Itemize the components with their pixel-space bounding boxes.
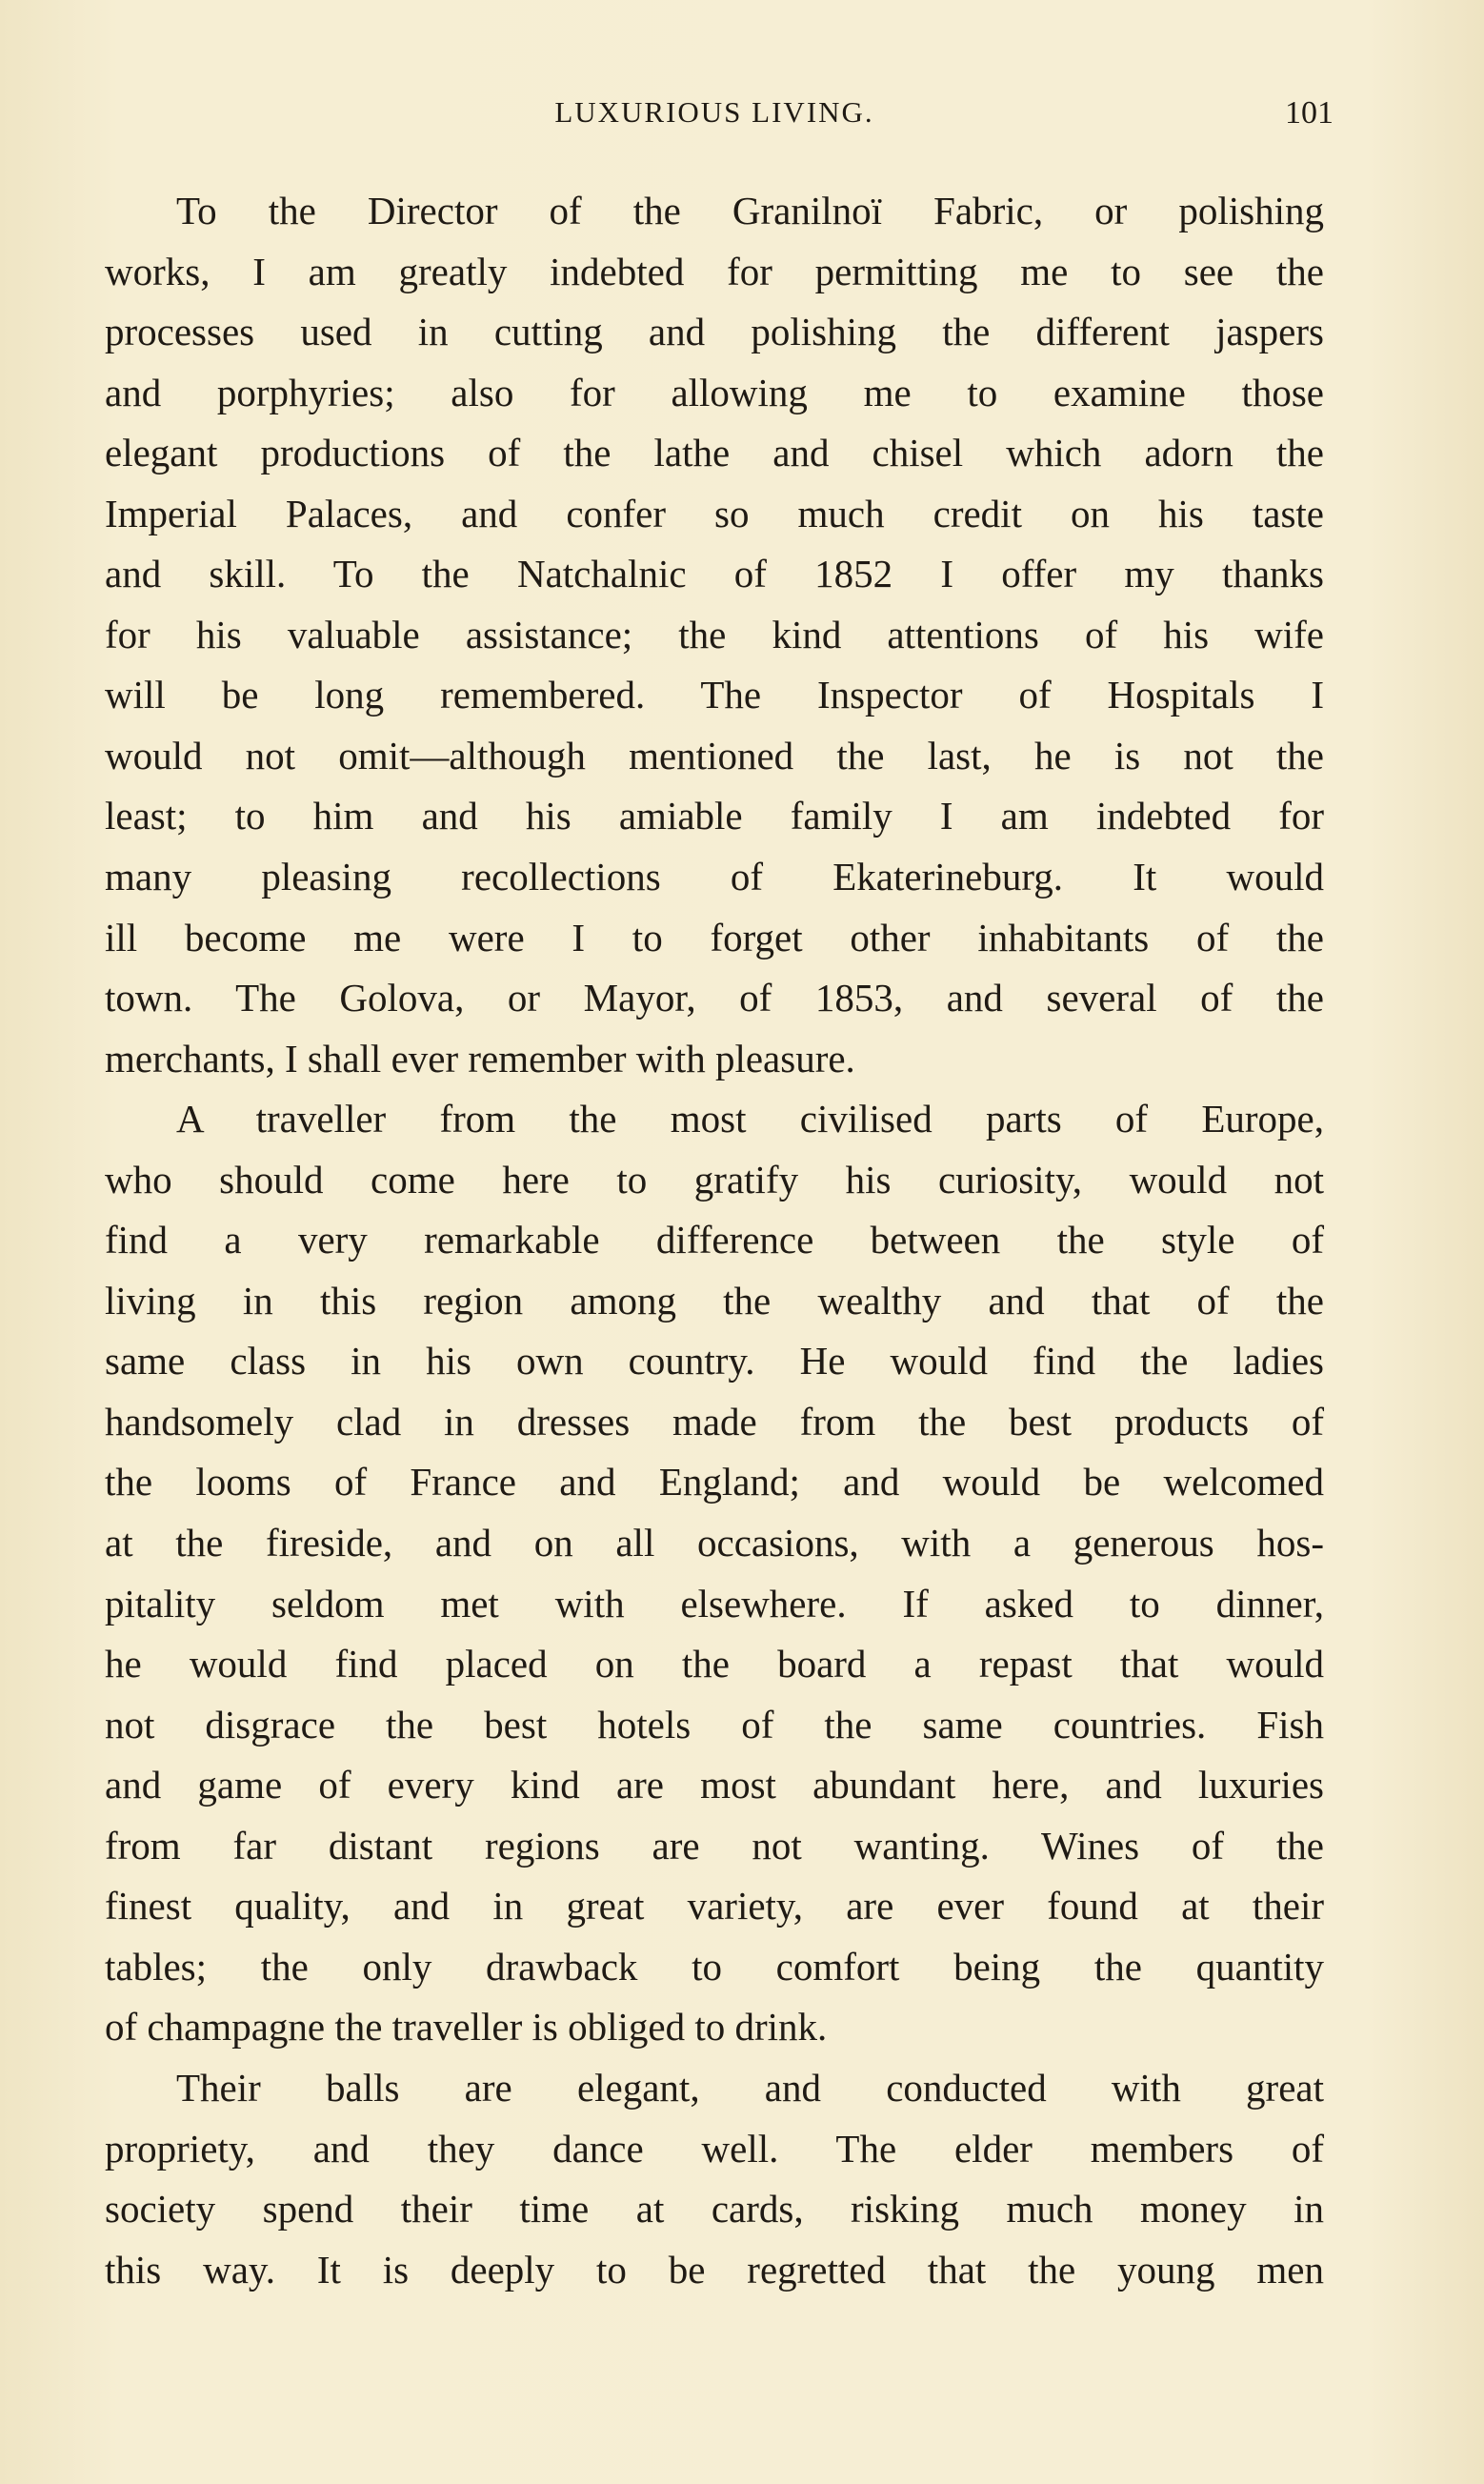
text-line: town. The Golova, or Mayor, of 1853, and several of the <box>105 976 1324 1020</box>
text-line: would not omit—although mentioned the last, he is not the <box>105 733 1324 778</box>
text-line: many pleasing recollections of Ekaterineburg. It would <box>105 855 1324 899</box>
text-line: from far distant regions are not wanting. Wines of the <box>105 1823 1324 1868</box>
text-line: society spend their time at cards, risking much money in <box>105 2187 1324 2232</box>
text-line: the looms of France and England; and would be welcomed <box>105 1460 1324 1505</box>
text-line: living in this region among the wealthy and that of the <box>105 1278 1324 1323</box>
running-head <box>105 95 1334 143</box>
text-line: A traveller from the most civilised parts of Europe, <box>176 1097 1324 1141</box>
text-line: Their balls are elegant, and conducted with great <box>176 2065 1324 2110</box>
text-line: for his valuable assistance; the kind attentions of his wife <box>105 612 1324 656</box>
text-line: processes used in cutting and polishing the different jaspers <box>105 310 1324 354</box>
text-line: of champagne the traveller is obliged to drink. <box>105 2005 828 2050</box>
page-number: 101 <box>1285 95 1334 131</box>
text-line: and porphyries; also for allowing me to examine those <box>105 370 1324 414</box>
text-line: propriety, and they dance well. The elder members of <box>105 2126 1324 2171</box>
text-line: works, I am greatly indebted for permitting me to see the <box>105 249 1324 293</box>
text-line: finest quality, and in great variety, are ever found at their <box>105 1884 1324 1929</box>
text-line: find a very remarkable difference between the style of <box>105 1218 1324 1262</box>
body-text <box>105 181 1324 2300</box>
text-line: least; to him and his amiable family I am indebted for <box>105 794 1324 838</box>
text-line: and game of every kind are most abundant here, and luxuries <box>105 1763 1324 1807</box>
text-line: ill become me were I to forget other inhabitants of the <box>105 915 1324 959</box>
text-line: he would find placed on the board a repast that would <box>105 1642 1324 1686</box>
text-line: same class in his own country. He would find the ladies <box>105 1339 1324 1383</box>
text-line: who should come here to gratify his curiosity, would not <box>105 1157 1324 1202</box>
text-line: Imperial Palaces, and confer so much credit on his taste <box>105 491 1324 535</box>
text-line: will be long remembered. The Inspector of Hospitals I <box>105 673 1324 717</box>
text-line: tables; the only drawback to comfort being the quantity <box>105 1944 1324 1989</box>
text-line: pitality seldom met with elsewhere. If asked to dinner, <box>105 1581 1324 1626</box>
running-title: LUXURIOUS LIVING. <box>554 95 874 129</box>
text-line: not disgrace the best hotels of the same countries. Fish <box>105 1702 1324 1747</box>
text-line: this way. It is deeply to be regretted that the young men <box>105 2247 1324 2292</box>
text-line: and skill. To the Natchalnic of 1852 I offer my thanks <box>105 552 1324 596</box>
text-line: To the Director of the Granilnoï Fabric, or polishing <box>176 189 1324 232</box>
text-line: at the fireside, and on all occasions, with a generous hos- <box>105 1521 1324 1565</box>
text-line: handsomely clad in dresses made from the best products of <box>105 1399 1324 1444</box>
text-line: elegant productions of the lathe and chisel which adorn the <box>105 431 1324 475</box>
text-line: merchants, I shall ever remember with pleasure. <box>105 1036 855 1080</box>
